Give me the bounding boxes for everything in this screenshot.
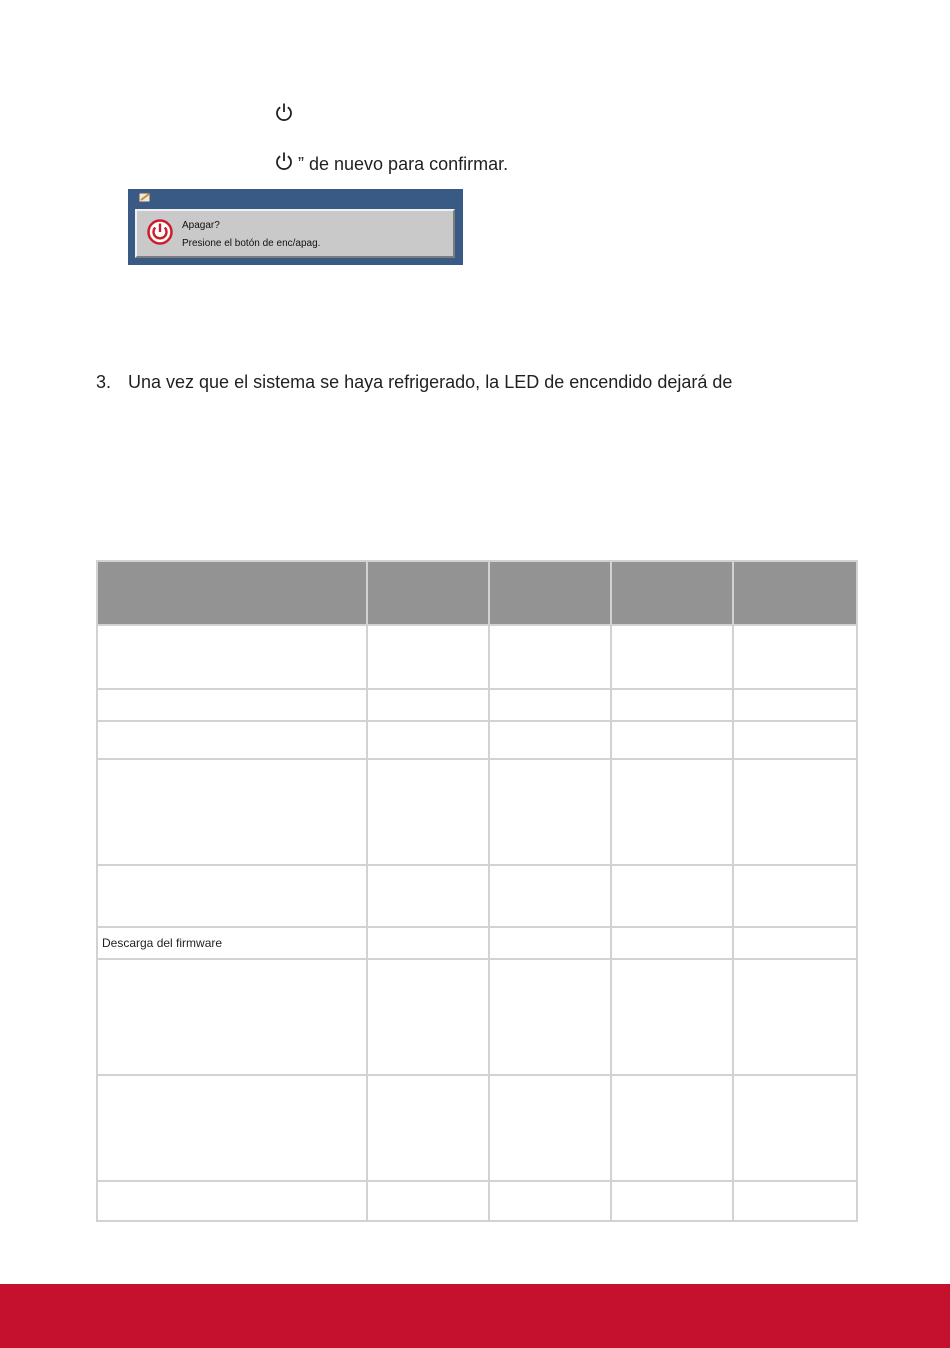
header-cell [489,561,611,625]
table-cell [97,1075,367,1181]
table-cell [489,1075,611,1181]
table-cell-firmware: Descarga del firmware [97,927,367,959]
table-cell [489,927,611,959]
table-cell [367,625,489,689]
led-status-table [96,560,858,1222]
table-cell [367,721,489,759]
table-cell [611,1075,733,1181]
dialog-message: Presione el botón de enc/apag. [182,238,321,249]
table-cell [733,721,857,759]
table-cell [611,865,733,927]
table-cell [97,625,367,689]
table-cell [367,759,489,865]
shutdown-confirm-dialog [128,189,463,265]
step-number: 3. [96,372,112,392]
table-cell [733,1075,857,1181]
table-row [97,759,857,865]
header-cell [367,561,489,625]
table-cell [611,1181,733,1221]
power-icon [274,151,294,171]
header-cell [733,561,857,625]
table-cell [97,721,367,759]
table-cell [611,625,733,689]
table-cell [489,759,611,865]
table-cell [367,1181,489,1221]
table-cell [489,689,611,721]
dialog-title-bar [128,189,463,207]
dialog-body [135,209,455,258]
table-cell [611,689,733,721]
table-cell [733,1181,857,1221]
table-cell [489,865,611,927]
table-cell [733,865,857,927]
table-cell [97,759,367,865]
table-cell [611,927,733,959]
table-row [97,1075,857,1181]
table-cell [489,1181,611,1221]
table-row [97,865,857,927]
table-cell [367,865,489,927]
table-row [97,625,857,689]
table-cell [611,721,733,759]
table-row [97,959,857,1075]
table-cell [611,959,733,1075]
table-cell [733,689,857,721]
table-cell [733,759,857,865]
table-row [97,689,857,721]
power-icon [274,102,294,122]
table-cell [733,625,857,689]
table-row [97,1181,857,1221]
confirm-instruction-text: ” de nuevo para confirmar. [298,154,509,174]
table-cell [97,689,367,721]
table-cell [733,959,857,1075]
table-cell [367,959,489,1075]
table-cell [97,1181,367,1221]
header-cell [97,561,367,625]
table-cell [733,927,857,959]
dialog-question: Apagar? [182,220,220,231]
table-cell [97,959,367,1075]
table-row [97,927,857,959]
table-row [97,721,857,759]
table-cell [489,959,611,1075]
table-cell [367,1075,489,1181]
menu-icon [138,191,152,204]
table-cell [97,865,367,927]
power-button-icon [147,219,173,245]
table-cell [489,721,611,759]
step-text: Una vez que el sistema se haya refrigerado, la LED de encendido dejará de [128,372,733,392]
table-cell [489,625,611,689]
table-cell [367,689,489,721]
header-cell [611,561,733,625]
table-cell [611,759,733,865]
table-header-row [97,561,857,625]
footer-band [0,1284,950,1348]
table-cell [367,927,489,959]
